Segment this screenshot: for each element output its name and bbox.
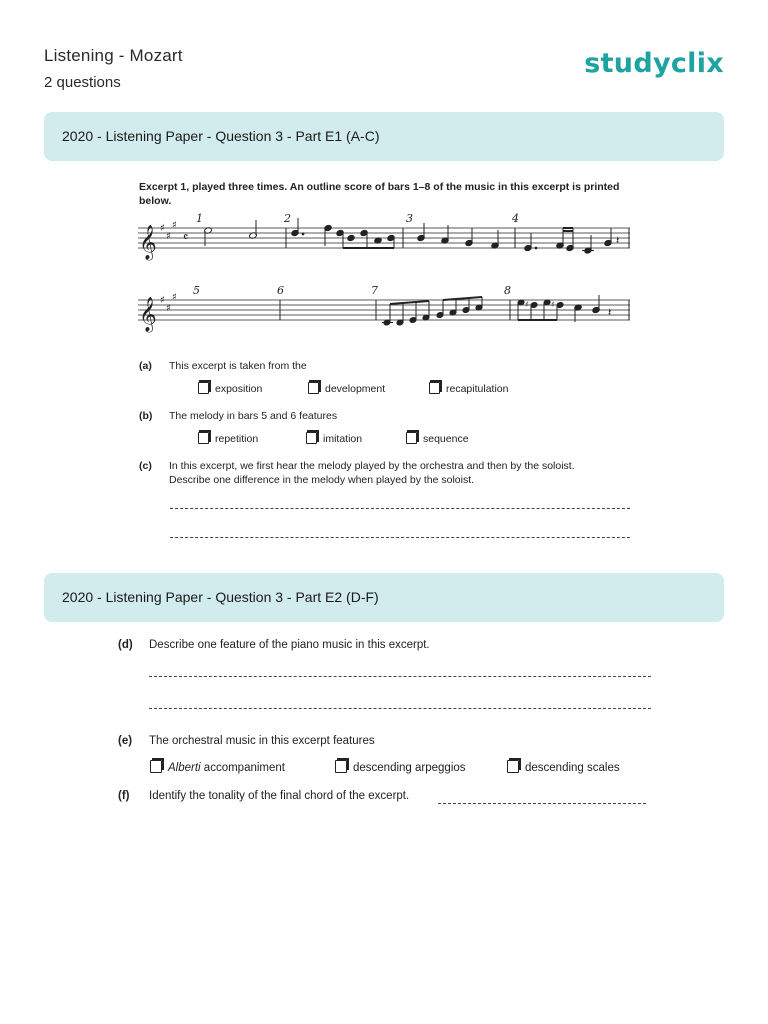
part-c [139, 460, 639, 490]
svg-text:♯: ♯ [160, 295, 165, 306]
music-staff-bars-1-4 [138, 210, 638, 270]
option-descending-scales[interactable]: descending scales [507, 760, 620, 774]
checkbox-icon[interactable] [306, 432, 317, 444]
checkbox-icon[interactable] [150, 760, 162, 773]
part-b-text: The melody in bars 5 and 6 features [169, 410, 338, 422]
excerpt-instructions [139, 180, 639, 208]
music-staff-bars-5-8 [138, 282, 638, 342]
part-a-text: This excerpt is taken from the [169, 360, 307, 372]
option-recapitulation[interactable]: recapitulation [429, 382, 508, 395]
page-title: Listening - Mozart [44, 46, 183, 65]
checkbox-icon[interactable] [429, 382, 440, 394]
option-development[interactable]: development [308, 382, 385, 395]
part-letter: (b) [139, 410, 153, 422]
part-f-text: Identify the tonality of the final chord of the excerpt. [149, 790, 410, 802]
key-signature [160, 292, 177, 314]
rest-icon: 𝄽 [616, 234, 620, 247]
bar-number: 7 [371, 284, 378, 297]
common-time-icon: 𝄴 [183, 230, 189, 244]
question-1-header[interactable]: 2020 - Listening Paper - Question 3 - Part E1 (A-C) [44, 112, 724, 161]
part-d [118, 639, 658, 659]
checkbox-icon[interactable] [406, 432, 417, 444]
checkbox-icon[interactable] [507, 760, 519, 773]
rest-icon: 𝄽 [608, 306, 612, 319]
option-alberti-accompaniment[interactable]: Alberti accompaniment [150, 760, 285, 774]
part-c-text-line-2: Describe one difference in the melody when played by the soloist. [169, 474, 475, 486]
option-imitation[interactable]: imitation [306, 432, 362, 445]
part-d-text: Describe one feature of the piano music in this excerpt. [149, 639, 430, 651]
svg-text:♯: ♯ [551, 300, 555, 309]
checkbox-icon[interactable] [308, 382, 319, 394]
part-letter: (c) [139, 460, 152, 472]
part-f [118, 790, 658, 810]
excerpt-line-2: below. [139, 195, 172, 207]
checkbox-icon[interactable] [335, 760, 347, 773]
option-repetition[interactable]: repetition [198, 432, 258, 445]
option-exposition[interactable]: exposition [198, 382, 262, 395]
svg-text:𝄞: 𝄞 [139, 225, 157, 260]
svg-text:♯: ♯ [172, 220, 177, 231]
svg-text:♯: ♯ [525, 300, 529, 309]
bar-number: 3 [406, 212, 413, 225]
treble-clef-icon [139, 225, 157, 261]
svg-text:♯: ♯ [166, 303, 171, 314]
part-b [139, 410, 639, 430]
treble-clef-icon [139, 297, 157, 333]
option-descending-arpeggios[interactable]: descending arpeggios [335, 760, 466, 774]
answer-line[interactable] [170, 537, 630, 538]
answer-line[interactable] [149, 708, 651, 709]
part-letter: (d) [118, 639, 133, 651]
question-count: 2 questions [44, 74, 121, 91]
bar-number: 1 [196, 212, 203, 225]
answer-line[interactable] [149, 676, 651, 677]
svg-text:♯: ♯ [166, 231, 171, 242]
studyclix-logo[interactable]: studyclix [584, 48, 724, 79]
excerpt-line-1: Excerpt 1, played three times. An outline score of bars 1–8 of the music in this excerpt is printed [139, 181, 620, 193]
part-e-text: The orchestral music in this excerpt features [149, 735, 375, 747]
key-signature [160, 220, 177, 242]
svg-text:♯: ♯ [160, 223, 165, 234]
svg-text:♯: ♯ [172, 292, 177, 303]
option-sequence[interactable]: sequence [406, 432, 469, 445]
question-2-header[interactable]: 2020 - Listening Paper - Question 3 - Part E2 (D-F) [44, 573, 724, 622]
bar-number: 2 [284, 212, 291, 225]
part-letter: (a) [139, 360, 152, 372]
part-c-text-line-1: In this excerpt, we first hear the melody played by the orchestra and then by the soloist. [169, 460, 575, 472]
svg-text:𝄞: 𝄞 [139, 297, 157, 332]
bar-number: 6 [277, 284, 284, 297]
checkbox-icon[interactable] [198, 382, 209, 394]
bar-number: 8 [504, 284, 511, 297]
answer-line[interactable] [438, 803, 646, 804]
bar-number: 5 [193, 284, 200, 297]
part-letter: (e) [118, 735, 133, 747]
checkbox-icon[interactable] [198, 432, 209, 444]
page-header [44, 46, 724, 106]
part-e [118, 735, 658, 755]
part-letter: (f) [118, 790, 130, 802]
bar-number: 4 [512, 212, 519, 225]
answer-line[interactable] [170, 508, 630, 509]
